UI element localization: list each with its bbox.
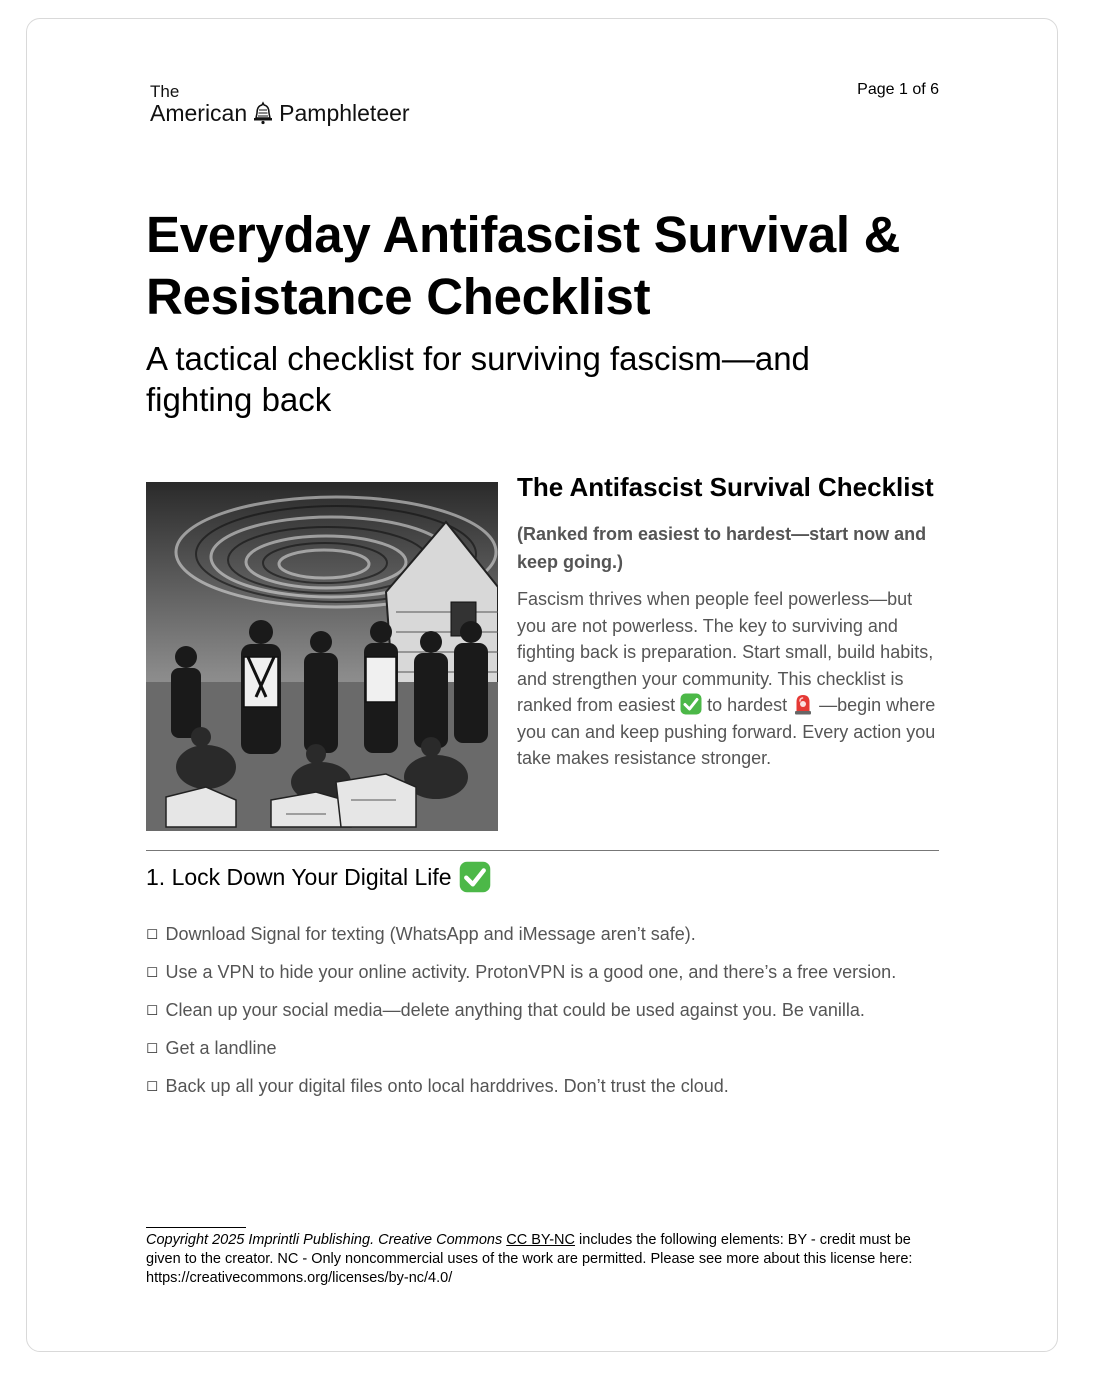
logo-american: American bbox=[150, 100, 248, 126]
checkbox-icon[interactable]: ◻ bbox=[146, 1001, 159, 1018]
intro-paragraph bbox=[517, 586, 939, 772]
checkbox-icon[interactable]: ◻ bbox=[146, 963, 159, 980]
checklist-item-text: Use a VPN to hide your online activity. ProtonVPN is a good one, and there’s a free version. bbox=[165, 962, 897, 982]
page-indicator: Page 1 of 6 bbox=[857, 81, 939, 98]
checklist-item[interactable] bbox=[146, 920, 946, 948]
intro-text-3: —begin where you can and keep pushing forward. Every action you take makes resistance stronger. bbox=[517, 695, 936, 768]
checkbox-icon[interactable]: ◻ bbox=[146, 1077, 159, 1094]
checklist-item[interactable] bbox=[146, 996, 946, 1024]
checkbox-icon[interactable]: ◻ bbox=[146, 1039, 159, 1056]
checklist-item[interactable] bbox=[146, 1034, 946, 1062]
page-title: Everyday Antifascist Survival & Resistance Checklist bbox=[146, 206, 901, 325]
section-1-heading bbox=[146, 860, 491, 894]
checklist-item-text: Get a landline bbox=[165, 1038, 277, 1058]
checklist-item[interactable] bbox=[146, 958, 946, 986]
intro-text-1: Fascism thrives when people feel powerless—but you are not powerless. The key to surviving and fighting back is preparation. Start small, build habits, and strengthen your community. This checklist is ranked from easiest bbox=[517, 589, 934, 715]
license-link[interactable]: CC BY-NC bbox=[506, 1232, 576, 1248]
checklist-heading: The Antifascist Survival Checklist bbox=[517, 472, 934, 502]
check-mark-icon bbox=[680, 693, 702, 715]
checklist-item-text: Download Signal for texting (WhatsApp and iMessage aren’t safe). bbox=[165, 924, 696, 944]
checkbox-icon[interactable]: ◻ bbox=[146, 925, 159, 942]
check-mark-icon bbox=[459, 861, 491, 893]
footnote-rule bbox=[146, 1227, 246, 1228]
section-1-title: 1. Lock Down Your Digital Life bbox=[146, 864, 452, 890]
copyright-text: Copyright 2025 Imprintli Publishing. Creative Commons bbox=[146, 1232, 507, 1248]
logo-pamphleteer: Pamphleteer bbox=[279, 100, 410, 126]
section-divider bbox=[146, 850, 939, 851]
checklist-item-text: Back up all your digital files onto local harddrives. Don’t trust the cloud. bbox=[165, 1076, 729, 1096]
intro-sidebar bbox=[517, 471, 939, 772]
bell-icon bbox=[251, 101, 275, 125]
publisher-logo bbox=[150, 84, 410, 126]
page-subtitle: A tactical checklist for surviving fascism—and fighting back bbox=[146, 340, 810, 418]
checklist-item[interactable] bbox=[146, 1072, 946, 1100]
intro-text-2: to hardest bbox=[702, 695, 793, 715]
ranked-note: (Ranked from easiest to hardest—start now and keep going.) bbox=[517, 524, 927, 572]
siren-icon bbox=[792, 693, 814, 715]
copyright-footnote bbox=[146, 1231, 946, 1288]
checklist-item-text: Clean up your social media—delete anything that could be used against you. Be vanilla. bbox=[165, 1000, 865, 1020]
license-description: includes the following elements: BY - credit must be given to the creator. NC - Only noncommercial uses of the work are permitted. Please see more about this license here: https://creativecommons.org/licenses/by-nc/4.0/ bbox=[146, 1232, 913, 1286]
logo-the: The bbox=[150, 82, 180, 101]
checklist bbox=[146, 920, 946, 1110]
hero-illustration bbox=[146, 482, 498, 831]
